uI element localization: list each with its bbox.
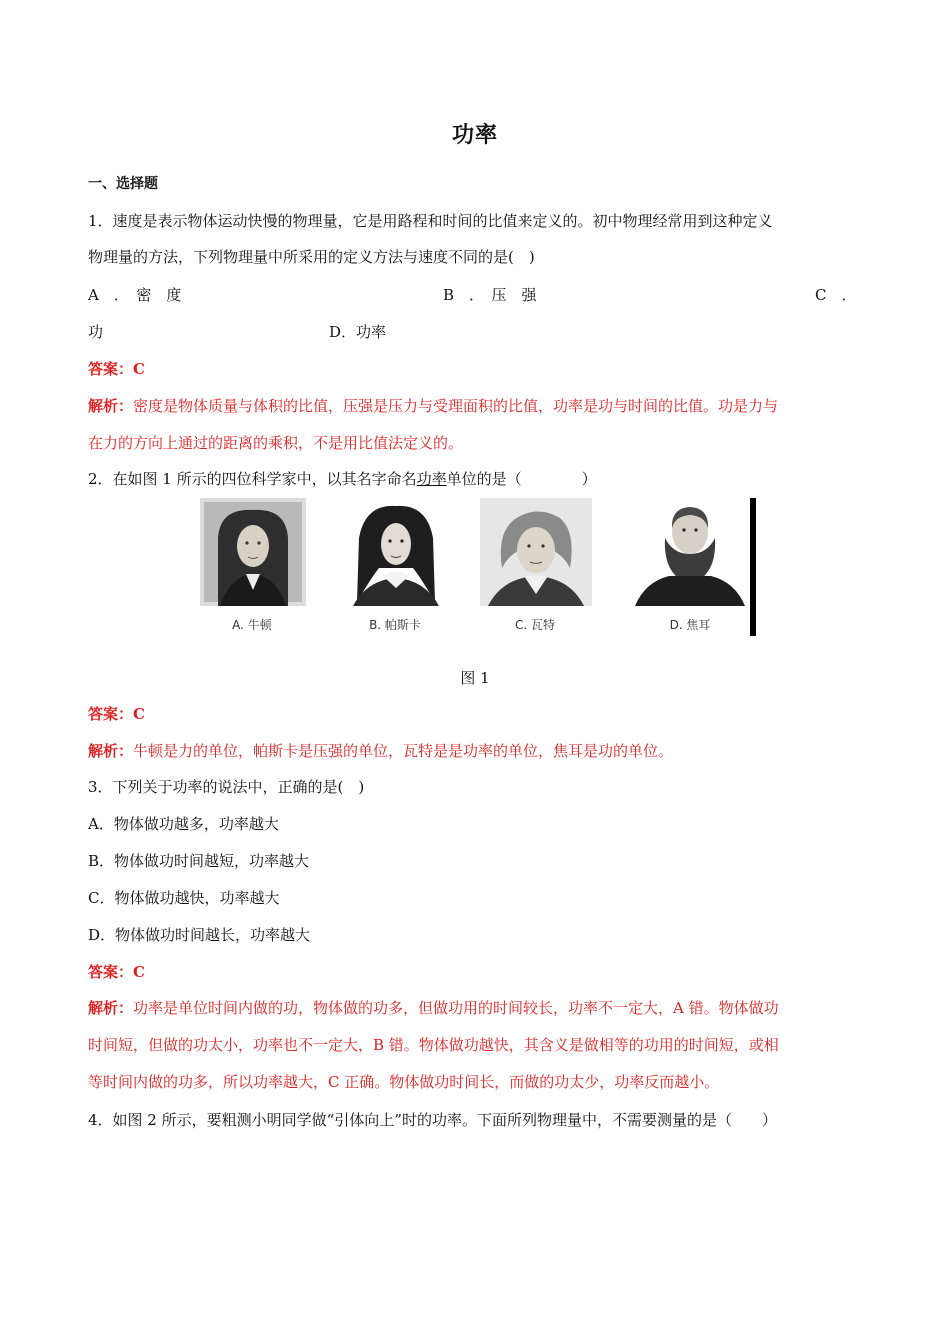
section-heading: 一、选择题 (88, 176, 158, 192)
q1-option-c-letter: C ． (815, 286, 857, 304)
q2-stem-underlined: 功率 (416, 470, 447, 488)
q3-option-b: B．物体做功时间越短，功率越大 (88, 852, 310, 870)
q1-analysis-line1 (88, 396, 866, 416)
q3-stem: 3．下列关于功率的说法中，正确的是( ) (88, 778, 365, 796)
q2-stem (88, 469, 866, 489)
page-title: 功率 (451, 123, 498, 148)
q3-answer (88, 962, 866, 982)
analysis-text: 密度是物体质量与体积的比值，压强是压力与受理面积的比值，功率是功与时间的比值。功是力与 (133, 397, 779, 415)
caption-joule: D. 焦耳 (669, 618, 711, 632)
q1-option-b: B ． 压 强 (443, 286, 537, 304)
q2-analysis (88, 741, 866, 761)
figure-caption: 图 1 (460, 669, 490, 687)
q1-stem-line1: 1．速度是表示物体运动快慢的物理量，它是用路程和时间的比值来定义的。初中物理经常用到这种定义 (88, 212, 773, 230)
q3-analysis-line3: 等时间内做的功多，所以功率越大，C 正确。物体做功时间长，而做的功太少，功率反而越小。 (88, 1073, 720, 1091)
answer-label: 答案： (88, 963, 134, 981)
q3-option-c: C．物体做功越快，功率越大 (88, 889, 280, 907)
caption-pascal: B. 帕斯卡 (369, 618, 421, 632)
q1-stem-line2: 物理量的方法，下列物理量中所采用的定义方法与速度不同的是( ) (88, 248, 535, 266)
q1-analysis-line2: 在力的方向上通过的距离的乘积，不是用比值法定义的。 (88, 434, 464, 452)
q3-option-d: D．物体做功时间越长，功率越大 (88, 926, 311, 944)
scientist-figure (197, 498, 759, 638)
q3-option-a: A．物体做功越多，功率越大 (88, 815, 279, 833)
portrait-watt (480, 498, 592, 606)
caption-newton: A. 牛顿 (232, 618, 272, 632)
figure-edge-bar (750, 498, 756, 636)
analysis-label: 解析： (88, 742, 134, 760)
q3-analysis-line2: 时间短，但做的功太小，功率也不一定大，B 错。物体做功越快，其含义是做相等的功用的时间短，或相 (88, 1036, 779, 1054)
analysis-label: 解析： (88, 999, 134, 1017)
q2-stem-pre: 2．在如图 1 所示的四位科学家中，以其名字命名 (88, 470, 417, 488)
portrait-newton (200, 498, 306, 606)
q1-option-d: D．功率 (329, 323, 387, 341)
q4-stem: 4．如图 2 所示，要粗测小明同学做“引体向上”时的功率。下面所列物理量中，不需要测量的是（ ） (88, 1111, 777, 1129)
q2-answer (88, 704, 866, 724)
answer-value: C (133, 360, 145, 378)
analysis-label: 解析： (88, 397, 134, 415)
q1-option-a: A ． 密 度 (88, 286, 182, 304)
analysis-text: 牛顿是力的单位，帕斯卡是压强的单位，瓦特是是功率的单位，焦耳是功的单位。 (133, 742, 674, 760)
portrait-joule (635, 498, 745, 606)
portrait-pascal (343, 498, 449, 606)
answer-value: C (133, 963, 145, 981)
q1-option-c-text: 功 (88, 323, 104, 341)
answer-label: 答案： (88, 705, 134, 723)
q3-analysis-line1 (88, 998, 866, 1018)
analysis-text: 功率是单位时间内做的功，物体做的功多，但做功用的时间较长，功率不一定大，A 错。物体做功 (133, 999, 779, 1017)
answer-label: 答案： (88, 360, 134, 378)
q2-stem-post: 单位的是（ ） (446, 470, 597, 488)
q1-answer (88, 359, 866, 379)
answer-value: C (133, 705, 145, 723)
caption-watt: C. 瓦特 (514, 618, 555, 632)
